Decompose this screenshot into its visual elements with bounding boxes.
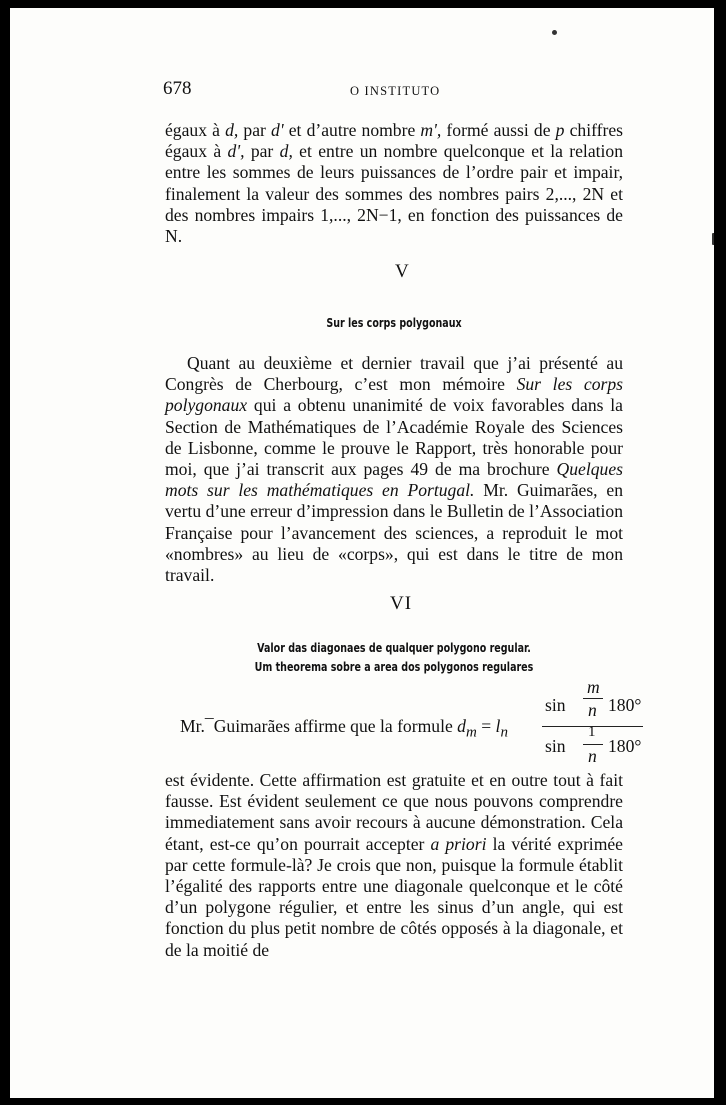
- text-run: qui a obtenu unanimité de voix favorables dans la Section de Mathématiques de l’Académie Royale des Sciences de Lisbonne, comme le prouve le Rapport, très honorable pour moi, que j’ai transcrit aux pages 49 de ma brochure: [165, 395, 623, 480]
- text-run: la vérité exprimée par cette formule-là? Je crois que non, puisque la formule établit l’égalité des rapports entre une diagonale quelconque et le côté d’un polygone régulier, et entre les sinus d’un angle, qui est fonction du plus petit nombre de côtés opposés à la diagonale, et de la moitié de: [165, 833, 623, 960]
- denominator-angle: 180°: [608, 736, 642, 756]
- italic-run: Quelques mots sur les mathématiques en Portugal.: [165, 459, 623, 501]
- scan-speck: [712, 233, 714, 245]
- document-page: [10, 8, 714, 1098]
- formula-rhs-sub-text: n: [500, 724, 508, 741]
- numerator-frac-top: m: [587, 677, 600, 697]
- formula-lhs-var: d: [457, 716, 466, 736]
- formula-lhs-sub: [466, 725, 477, 741]
- italic-run: m',: [420, 120, 442, 140]
- italic-run: a priori: [430, 833, 487, 854]
- formula-lead: [180, 716, 508, 742]
- italic-run: d,: [225, 120, 239, 140]
- text-run: par: [244, 141, 280, 162]
- section-number-vi: VI: [390, 593, 413, 614]
- section-number-v: V: [395, 261, 410, 282]
- italic-run: Sur les corps polygonaux: [165, 374, 623, 416]
- section-heading-v: Sur les corps polygonaux: [326, 315, 462, 330]
- text-run: formé aussi de: [441, 120, 556, 140]
- denominator-frac-top: 1: [588, 724, 596, 740]
- text-run: et entre un nombre quelconque et la relation entre les sommes de leurs puissances de l’ordre pair et impair, finalement la valeur des sommes des nombres pairs 2,..., 2N et des nombres impairs 1,..., 2N−1, en fonction des puissances de N.: [165, 141, 624, 247]
- numerator-angle: 180°: [608, 695, 642, 715]
- numerator-frac-bar: [583, 698, 603, 699]
- numerator-frac-bottom: n: [588, 700, 597, 720]
- heading-line-1: Valor das diagonaes de qualquer polygono regular.: [257, 640, 531, 655]
- page-number: 678: [163, 78, 192, 99]
- italic-run: p: [555, 120, 565, 140]
- heading-line-2: Um theorema sobre a area dos polygonos regulares: [254, 659, 534, 674]
- text-run: est évidente. Cette affirmation est gratuite et en outre tout à fait fausse. Est évident seulement ce que nous pouvons comprendre immediatement sans avoir recours à aucune démonstration. Cela étant, est-ce qu’on pourrait accepter: [165, 770, 623, 854]
- paragraph-evidente: [165, 770, 623, 961]
- paragraph-corps-polygonaux: [165, 353, 623, 586]
- italic-run: d': [271, 120, 284, 140]
- text-run: Quant au deuxième et dernier travail que j’ai présenté au Congrès de Cherbourg, c’est mon mémoire: [165, 353, 623, 395]
- italic-run: d',: [227, 141, 245, 162]
- denominator-frac-bottom: n: [588, 746, 597, 766]
- formula-equals: =: [476, 716, 496, 736]
- paragraph-continuation: [165, 120, 623, 247]
- text-run: chiffres égaux à: [165, 120, 623, 162]
- numerator-sin: sin: [545, 695, 566, 715]
- formula-lhs-sub-text: m: [465, 724, 477, 741]
- text-run: égaux à: [165, 120, 226, 140]
- denominator-frac-bar: [583, 744, 603, 745]
- italic-run: d,: [279, 141, 293, 162]
- text-run: et d’autre nombre: [283, 120, 421, 140]
- formula-lead-text: Mr.¯Guimarães affirme que la formule: [180, 716, 458, 736]
- text-run: Mr. Guimarães, en vertu d’une erreur d’impression dans le Bulletin de l’Association Française pour l’avancement des sciences, a reproduit le mot «nombres» au lieu de «corps», qui est dans le titre de mon travail.: [165, 480, 623, 586]
- formula-rhs-sub: [500, 725, 508, 741]
- denominator-sin: sin: [545, 736, 566, 756]
- journal-title: O INSTITUTO: [350, 84, 441, 98]
- section-heading-vi: [202, 638, 587, 676]
- formula-rhs-var: l: [495, 716, 501, 736]
- scan-speck: [552, 30, 557, 35]
- text-run: par: [238, 120, 272, 140]
